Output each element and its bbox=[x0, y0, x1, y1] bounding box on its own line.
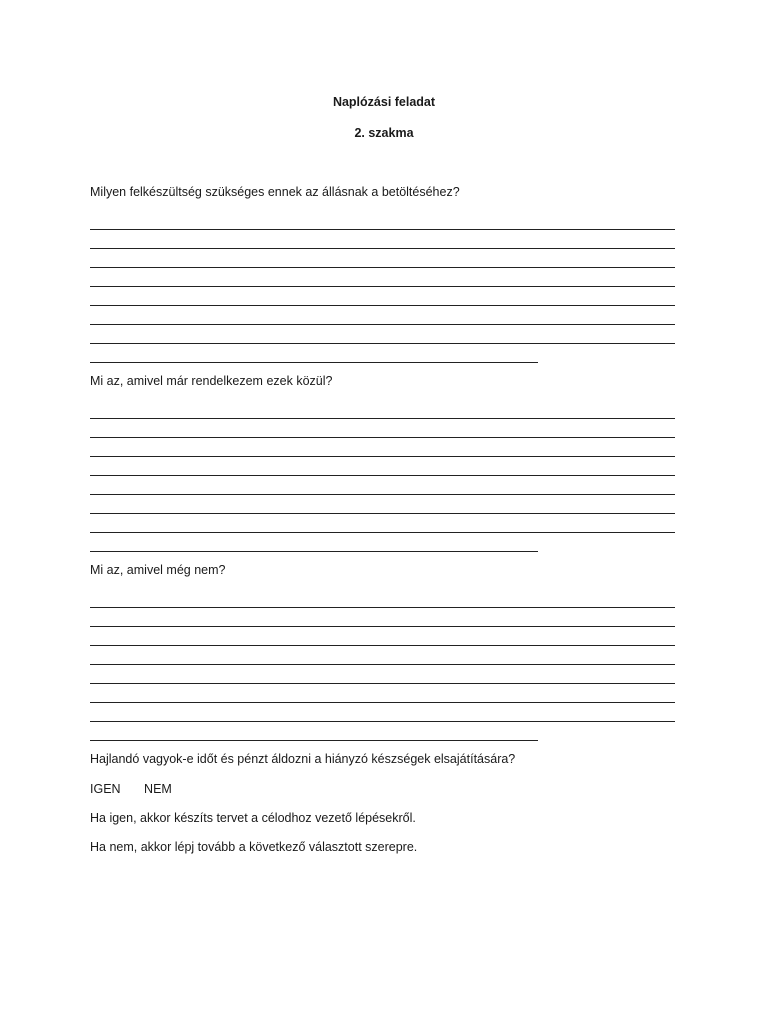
answer-line[interactable] bbox=[90, 230, 675, 249]
answer-line[interactable] bbox=[90, 325, 675, 344]
answer-line[interactable] bbox=[90, 627, 675, 646]
note-if-no: Ha nem, akkor lépj tovább a következő választott szerepre. bbox=[90, 840, 418, 854]
answer-line[interactable] bbox=[90, 268, 675, 287]
answer-lines-existing-skills[interactable] bbox=[90, 400, 675, 552]
answer-line[interactable] bbox=[90, 665, 675, 684]
answer-line[interactable] bbox=[90, 684, 675, 703]
document-title: Naplózási feladat bbox=[332, 95, 436, 109]
question-missing-skills: Mi az, amivel még nem? bbox=[90, 563, 226, 577]
answer-lines-missing-skills[interactable] bbox=[90, 589, 675, 741]
answer-line[interactable] bbox=[90, 211, 675, 230]
answer-line[interactable] bbox=[90, 589, 675, 608]
answer-line[interactable] bbox=[90, 476, 675, 495]
answer-line[interactable] bbox=[90, 438, 675, 457]
document-subtitle: 2. szakma bbox=[354, 126, 414, 140]
answer-lines-required-skills[interactable] bbox=[90, 211, 675, 363]
answer-line[interactable] bbox=[90, 703, 675, 722]
answer-line[interactable] bbox=[90, 514, 675, 533]
question-existing-skills: Mi az, amivel már rendelkezem ezek közül? bbox=[90, 374, 333, 388]
question-required-skills: Milyen felkészültség szükséges ennek az állásnak a betöltéséhez? bbox=[90, 185, 460, 199]
question-willingness: Hajlandó vagyok-e időt és pénzt áldozni a hiányzó készségek elsajátítására? bbox=[90, 752, 516, 766]
answer-line[interactable] bbox=[90, 608, 675, 627]
yes-no-options bbox=[90, 782, 172, 796]
answer-line[interactable] bbox=[90, 533, 538, 552]
note-if-yes: Ha igen, akkor készíts tervet a célodhoz vezető lépésekről. bbox=[90, 811, 416, 825]
answer-line[interactable] bbox=[90, 249, 675, 268]
answer-line[interactable] bbox=[90, 419, 675, 438]
answer-line[interactable] bbox=[90, 646, 675, 665]
answer-line[interactable] bbox=[90, 457, 675, 476]
option-yes[interactable]: IGEN bbox=[90, 782, 121, 796]
option-no[interactable]: NEM bbox=[144, 782, 172, 796]
answer-line[interactable] bbox=[90, 344, 538, 363]
answer-line[interactable] bbox=[90, 400, 675, 419]
answer-line[interactable] bbox=[90, 287, 675, 306]
answer-line[interactable] bbox=[90, 306, 675, 325]
answer-line[interactable] bbox=[90, 722, 538, 741]
answer-line[interactable] bbox=[90, 495, 675, 514]
